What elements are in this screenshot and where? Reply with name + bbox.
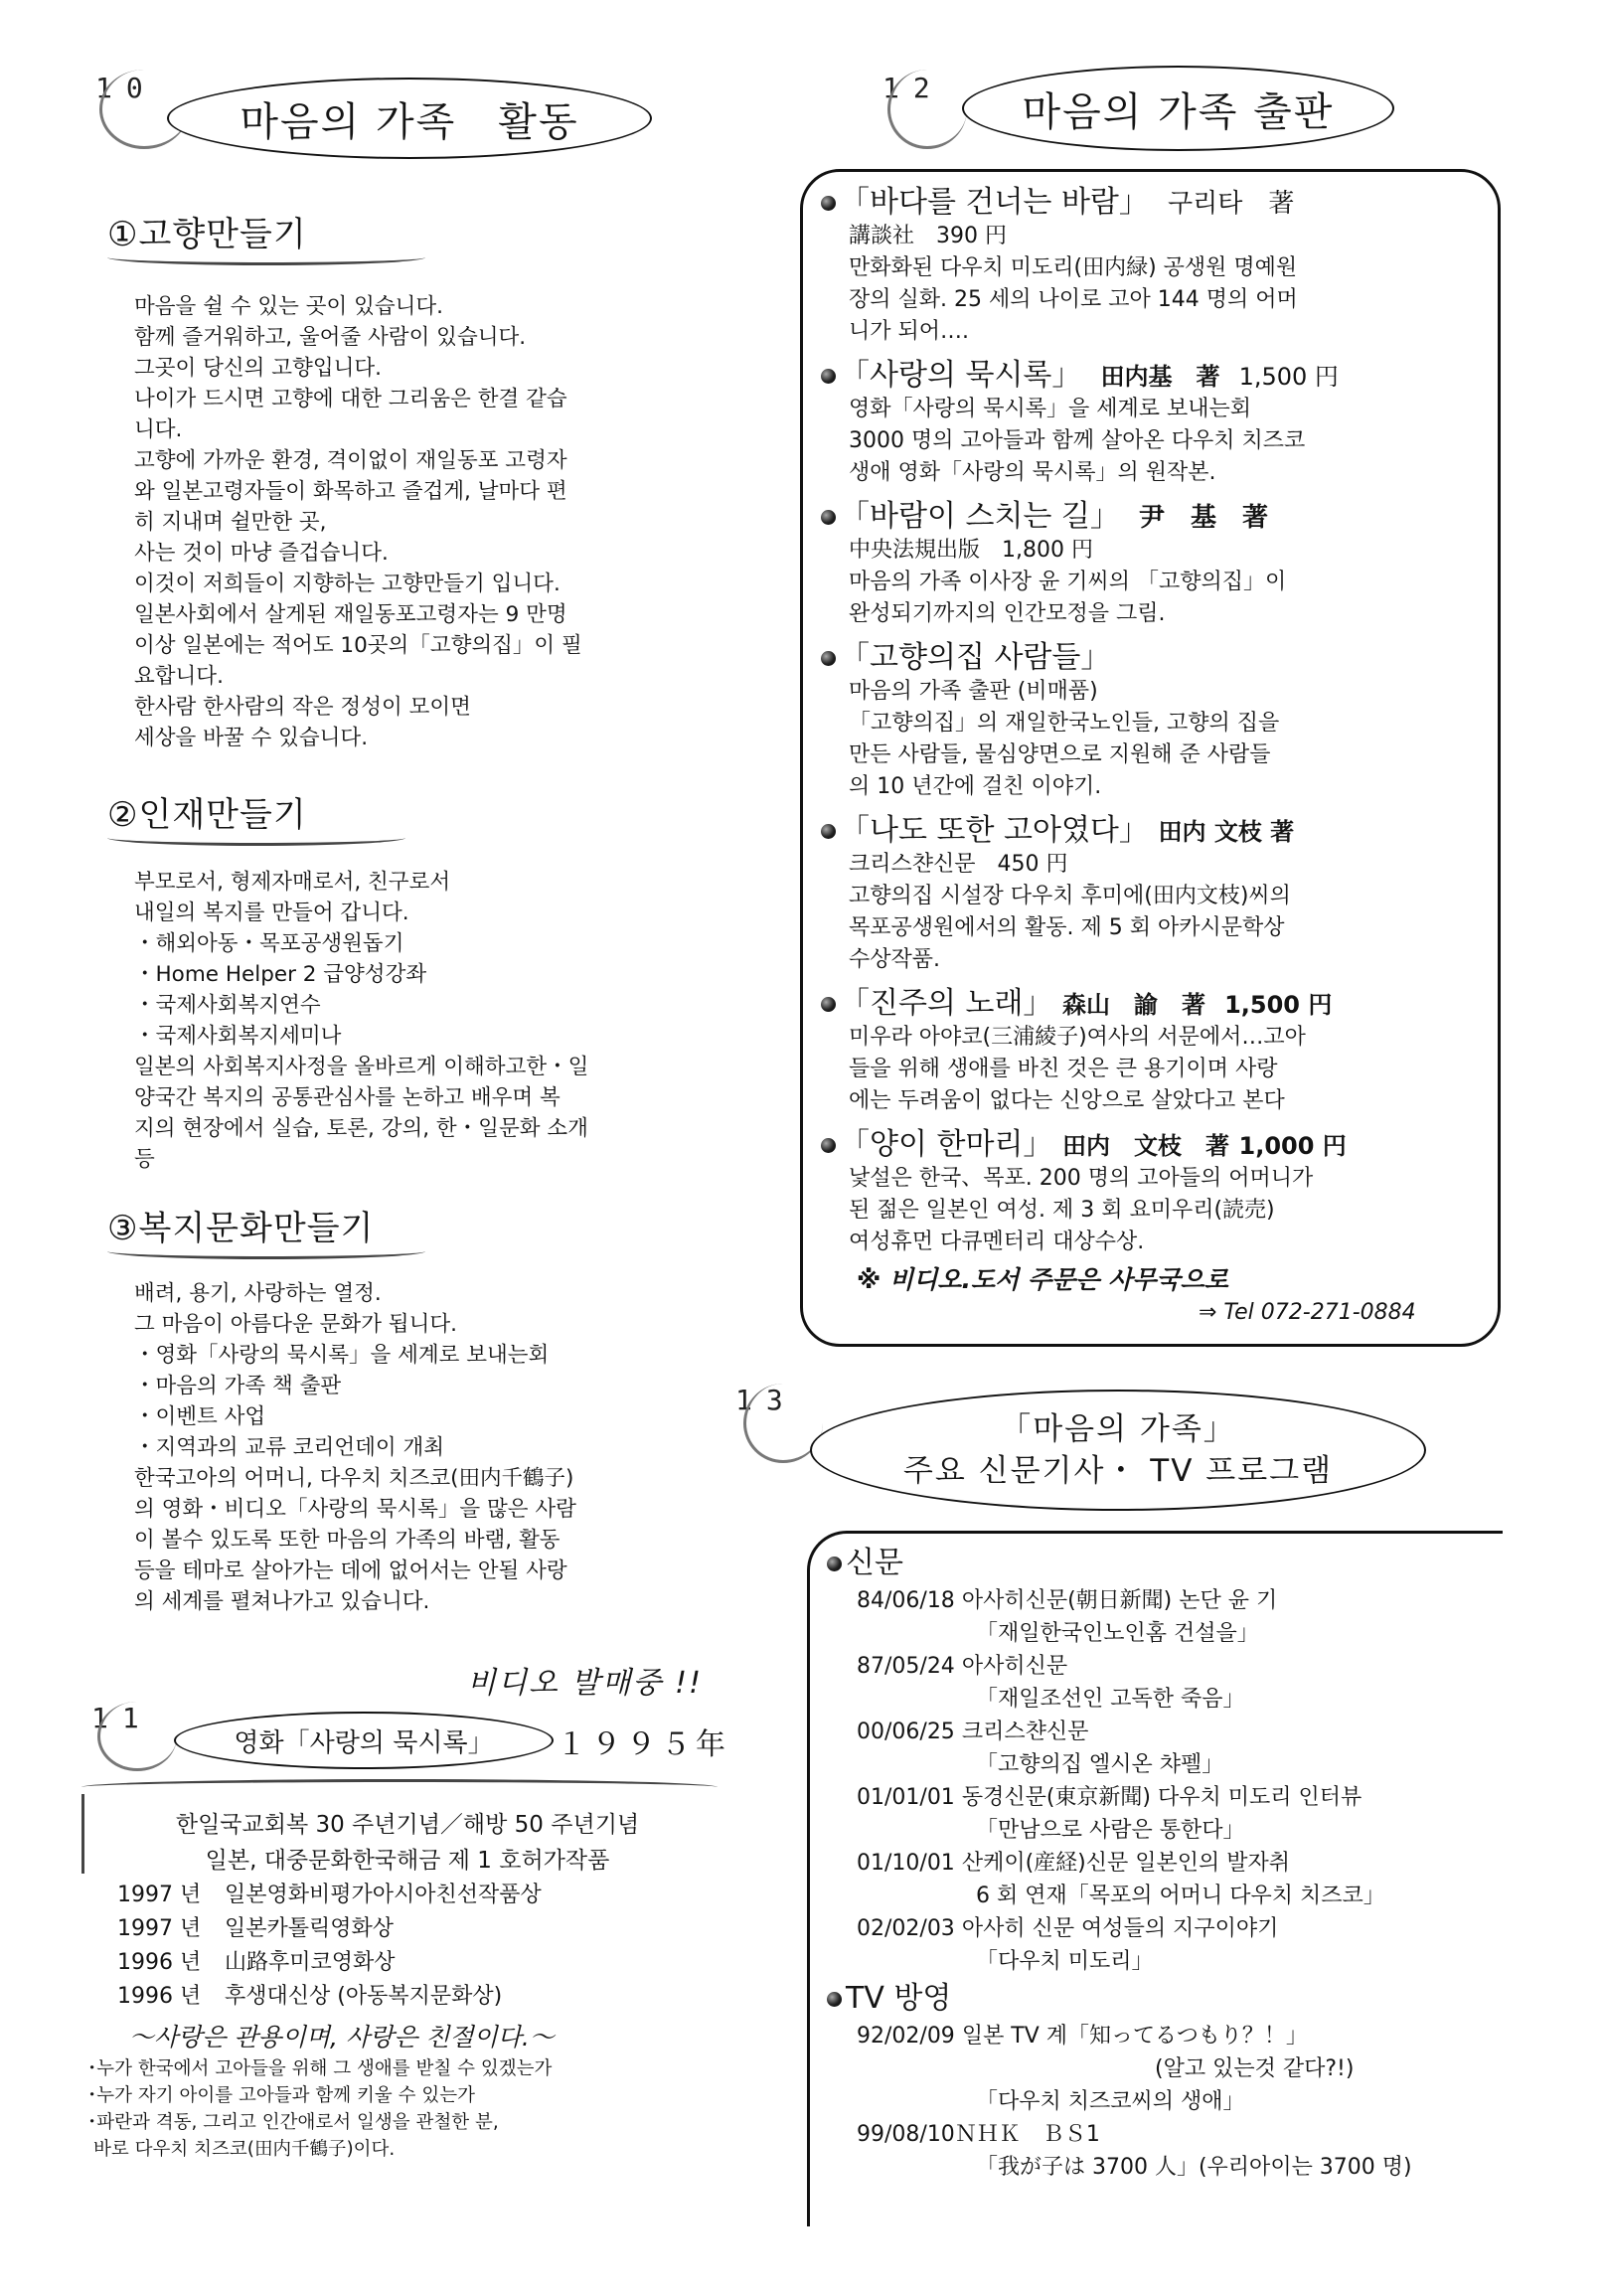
text-line: 일본사회에서 살게된 재일동포고령자는 9 만명	[134, 602, 567, 627]
page-13-title-oval	[810, 1390, 1426, 1511]
page-13-title-line2: 주요 신문기사・ TV 프로그램	[902, 1453, 1334, 1489]
book-title: 「사랑의 묵시록」	[840, 358, 1082, 393]
text-line: ・Home Helper 2 급양성강좌	[134, 962, 427, 987]
text-line: 이 볼수 있도록 또한 마음의 가족의 바램, 활동	[134, 1528, 561, 1553]
book-item	[821, 632, 1487, 803]
bullet-icon	[827, 1557, 842, 1571]
text-line: ･파란과 격동, 그리고 인간애로서 일생을 관철한 분,	[87, 2112, 499, 2133]
text-line: 한사람 한사람의 작은 정성이 모이면	[134, 695, 471, 720]
book-title: 「바람이 스치는 길」	[840, 499, 1120, 534]
book-item	[821, 805, 1487, 976]
book-item	[821, 491, 1487, 630]
text-line: ･누가 한국에서 고아들을 위해 그 생애를 받칠 수 있겠는가	[87, 2058, 553, 2079]
news-date: 00/06/25	[857, 1720, 955, 1744]
page-number-11: 11	[91, 1702, 153, 1734]
text-line: 니가 되어….	[849, 319, 969, 344]
book-item	[821, 350, 1487, 489]
award-row: 1997 년 일본카톨릭영화상	[117, 1916, 395, 1941]
text-line: 고향의집 시설장 다우치 후미에(田内文枝)씨의	[849, 884, 1291, 908]
text-line: 사는 것이 마냥 즐겁습니다.	[134, 541, 389, 566]
text-line: 와 일본고령자들이 화목하고 즐겁게, 날마다 편	[134, 479, 567, 504]
text-line: ・이벤트 사업	[134, 1404, 266, 1429]
text-line: 이상 일본에는 적어도 10곳의「고향의집」이 필	[134, 633, 582, 658]
text-line: 여성휴먼 다큐멘터리 대상수상.	[849, 1230, 1145, 1254]
text-line: 만화화된 다우치 미도리(田内緑) 공생원 명예원	[849, 255, 1298, 280]
text-line: 그곳이 당신의 고향입니다.	[134, 356, 382, 381]
text-line: 목포공생원에서의 활동. 제 5 회 아카시문학상	[849, 915, 1285, 940]
award-row: 1996 년 山路후미코영화상	[117, 1950, 396, 1975]
text-line: 크리스챤신문 450 円	[849, 852, 1068, 877]
text-line: ・영화「사랑의 묵시록」을 세계로 보내는회	[134, 1343, 550, 1368]
order-note: ※ 비디오.도서 주문은 사무국으로	[857, 1265, 1228, 1294]
news-text: 산케이(産経)신문 일본인의 발자취	[961, 1851, 1290, 1876]
text-line: ・마음의 가족 책 출판	[134, 1374, 342, 1398]
text-line: 마음의 가족 이사장 윤 기씨의 「고향의집」이	[849, 570, 1287, 594]
page-number-10: 10	[95, 72, 157, 104]
tv-item	[827, 2118, 1503, 2184]
text-line: 「고향의집」의 재일한국노인들, 고향의 집을	[849, 711, 1280, 736]
video-on-sale-note: 비디오 발매중 !!	[467, 1666, 704, 1701]
news-text: 크리스챤신문	[961, 1720, 1089, 1744]
text-line: 일본의 사회복지사정을 올바르게 이해하고한・일	[134, 1055, 589, 1079]
text-line: ･누가 자기 아이를 고아들과 함께 키울 수 있는가	[87, 2085, 475, 2106]
book-price: 1,500 円	[1238, 363, 1339, 391]
book-author: 森山 諭 著	[1061, 991, 1205, 1019]
page-number-13: 13	[735, 1384, 797, 1416]
bullet-icon	[821, 510, 836, 525]
text-line: ・국제사회복지연수	[134, 993, 321, 1018]
phone-number[interactable]: ⇒ Tel 072-271-0884	[1199, 1300, 1416, 1325]
text-line: 영화「사랑의 묵시록」을 세계로 보내는회	[849, 397, 1252, 421]
news-sub: 「재일조선인 고독한 죽음」	[976, 1687, 1245, 1712]
text-line: 나이가 드시면 고향에 대한 그리움은 한결 같습	[134, 387, 567, 411]
book-title: 「진주의 노래」	[840, 986, 1053, 1021]
news-list	[827, 1543, 1503, 2184]
text-line: 등을 테마로 살아가는 데에 없어서는 안될 사랑	[134, 1558, 567, 1583]
text-line: 부모로서, 형제자매로서, 친구로서	[134, 870, 451, 895]
book-title: 「바다를 건너는 바람」	[840, 185, 1149, 220]
tv-heading: TV 방영	[846, 1981, 952, 2016]
news-sub: 「재일한국인노인홈 건설을」	[976, 1621, 1259, 1646]
book-author: 尹 基 著	[1139, 503, 1269, 533]
tv-sub: 「다우치 치즈코씨의 생애」	[976, 2089, 1245, 2114]
text-line: 낯설은 한국、목포. 200 명의 고아들의 어머니가	[849, 1166, 1314, 1191]
text-line: ・지역과의 교류 코리언데이 개최	[134, 1435, 445, 1460]
section-1-header	[107, 207, 425, 265]
newspaper-heading: 신문	[846, 1546, 903, 1580]
news-date: 02/02/03	[857, 1916, 955, 1941]
section-3-title: ③복지문화만들기	[107, 1209, 375, 1248]
award-row: 1997 년 일본영화비평가아시아친선작품상	[117, 1883, 542, 1907]
book-item	[821, 978, 1487, 1117]
text-line: 마음을 쉴 수 있는 곳이 있습니다.	[134, 294, 444, 319]
news-item	[827, 1847, 1503, 1912]
section-2-header	[107, 787, 405, 846]
book-title: 「양이 한마리」	[840, 1127, 1053, 1162]
book-author: 田内 文枝 著	[1061, 1132, 1229, 1160]
news-date: 01/01/01	[857, 1785, 955, 1810]
text-line: 등	[134, 1147, 155, 1172]
book-author: 田内 文枝 著	[1158, 818, 1295, 846]
section-2-body	[134, 867, 691, 1175]
book-author: 구리타 著	[1168, 189, 1295, 219]
movie-info-lines	[109, 1807, 706, 1879]
page-12-title: 마음의 가족 출판	[1022, 88, 1335, 135]
news-text: 아사히신문	[961, 1654, 1068, 1679]
bullet-icon	[827, 1992, 842, 2007]
crescent-decoration	[97, 1702, 177, 1771]
page-11-title-oval	[174, 1712, 554, 1769]
book-price: 1,000 円	[1238, 1132, 1347, 1160]
news-date: 84/06/18	[857, 1588, 955, 1613]
text-line: ・국제사회복지세미나	[134, 1024, 342, 1049]
section-swoosh	[81, 1779, 718, 1795]
text-line: 고향에 가까운 환경, 격이없이 재일동포 고령자	[134, 448, 567, 473]
section-2-title: ②인재만들기	[107, 795, 307, 835]
bullet-icon	[821, 369, 836, 384]
text-line: 3000 명의 고아들과 함께 살아온 다우치 치즈코	[849, 428, 1306, 453]
news-sub: 「만남으로 사람은 통한다」	[976, 1818, 1245, 1843]
page-11-year: １９９５年	[557, 1727, 730, 1762]
text-line: 講談社 390 円	[849, 224, 1007, 248]
bullet-icon	[821, 997, 836, 1012]
text-line: 니다.	[134, 417, 183, 442]
page-10-title: 마음의 가족 활동	[240, 98, 579, 145]
text-line: 생애 영화「사랑의 묵시록」의 원작본.	[849, 460, 1216, 485]
bullet-icon	[821, 1138, 836, 1153]
section-1-body	[134, 291, 691, 753]
text-line: 세상을 바꿀 수 있습니다.	[134, 726, 369, 750]
page-number-12: 12	[882, 72, 944, 104]
text-line: 이것이 저희들이 지향하는 고향만들기 입니다.	[134, 572, 561, 596]
text-line: ・해외아동・목포공생원돕기	[134, 931, 404, 956]
text-line: 만든 사람들, 물심양면으로 지원해 준 사람들	[849, 742, 1271, 767]
page-10-title-oval	[167, 78, 652, 159]
text-line: 함께 즐거워하고, 울어줄 사람이 있습니다.	[134, 325, 527, 350]
movie-notes	[87, 2055, 723, 2163]
text-line: 의 10 년간에 걸친 이야기.	[849, 774, 1102, 799]
award-row: 1996 년 후생대신상 (아동복지문화상)	[117, 1984, 503, 2009]
text-line: 배려, 용기, 사랑하는 열정.	[134, 1281, 382, 1306]
page-13-title-line1: 「마음의 가족」	[1000, 1411, 1236, 1447]
awards-list	[117, 1879, 714, 2014]
page-11-title: 영화「사랑의 묵시록」	[234, 1727, 494, 1758]
tv-text: ＮＨＫ ＢＳ1	[954, 2122, 1100, 2147]
text-line: 장의 실화. 25 세의 나이로 고아 144 명의 어머	[849, 287, 1298, 312]
tv-text: 일본 TV 계「知ってるつもり？！」	[961, 2024, 1308, 2049]
news-item	[827, 1781, 1503, 1847]
text-line: 마음의 가족 출판 (비매품)	[849, 679, 1098, 704]
text-line: 미우라 아야코(三浦綾子)여사의 서문에서…고아	[849, 1025, 1306, 1050]
section-3-body	[134, 1278, 691, 1617]
section-3-header	[107, 1201, 425, 1259]
text-line: 된 젊은 일본인 여성. 제 3 회 요미우리(読売)	[849, 1198, 1275, 1223]
tv-date: 92/02/09	[857, 2024, 955, 2049]
text-line: 바로 다우치 치즈코(田内千鶴子)이다.	[93, 2139, 396, 2160]
text-line: 지의 현장에서 실습, 토론, 강의, 한・일문화 소개	[134, 1116, 588, 1141]
text-line: 한국고아의 어머니, 다우치 치즈코(田内千鶴子)	[134, 1466, 574, 1491]
news-sub: 6 회 연재「목포의 어머니 다우치 치즈코」	[976, 1884, 1385, 1908]
book-item	[821, 1119, 1487, 1258]
news-item	[827, 1716, 1503, 1781]
text-line: 의 영화・비디오「사랑의 묵시록」을 많은 사람	[134, 1497, 576, 1522]
book-title: 「나도 또한 고아였다」	[840, 813, 1149, 848]
bullet-icon	[821, 196, 836, 211]
text-line: 수상작품.	[849, 947, 941, 972]
text-line: 양국간 복지의 공통관심사를 논하고 배우며 복	[134, 1085, 561, 1110]
bullet-icon	[821, 651, 836, 666]
news-text: 아사히신문(朝日新聞) 논단 윤 기	[961, 1588, 1278, 1613]
tv-sub: 「我が子は 3700 人」(우리아이는 3700 명)	[976, 2155, 1412, 2180]
text-line: 내일의 복지를 만들어 갑니다.	[134, 901, 409, 925]
news-sub: 「고향의집 엘시온 챠펠」	[976, 1752, 1224, 1777]
crescent-decoration	[887, 70, 967, 149]
news-sub: 「다우치 미도리」	[976, 1949, 1154, 1974]
news-text: 동경신문(東京新聞) 다우치 미도리 인터뷰	[961, 1785, 1363, 1810]
tv-sub: (알고 있는것 같다?!)	[1155, 2056, 1355, 2081]
text-line: 히 지내며 쉴만한 곳,	[134, 510, 327, 535]
news-item	[827, 1584, 1503, 1650]
page-12-title-oval	[962, 66, 1394, 151]
text-line: 완성되기까지의 인간모정을 그림.	[849, 601, 1166, 626]
text-line: 에는 두려움이 없다는 신앙으로 살았다고 본다	[849, 1088, 1285, 1113]
text-line: 요합니다.	[134, 664, 224, 689]
text-line: 일본, 대중문화한국해금 제 1 호허가작품	[205, 1848, 610, 1874]
books-list	[821, 177, 1487, 1328]
book-title: 「고향의집 사람들」	[840, 640, 1111, 675]
bullet-icon	[821, 824, 836, 839]
news-text: 아사히 신문 여성들의 지구이야기	[961, 1916, 1279, 1941]
book-author: 田内基 著	[1100, 363, 1220, 391]
love-quote: 〜사랑은 관용이며, 사랑은 친절이다.〜	[129, 2023, 555, 2051]
text-line: 의 세계를 펼쳐나가고 있습니다.	[134, 1589, 430, 1614]
section-1-title: ①고향만들기	[107, 215, 307, 254]
news-item	[827, 1650, 1503, 1716]
book-price: 1,500 円	[1224, 991, 1333, 1019]
tv-item	[827, 2020, 1503, 2118]
divider-line	[81, 1794, 84, 1874]
text-line: 그 마음이 아름다운 문화가 됩니다.	[134, 1312, 457, 1337]
news-date: 01/10/01	[857, 1851, 955, 1876]
text-line: 한일국교회복 30 주년기념／해방 50 주년기념	[175, 1812, 640, 1838]
news-item	[827, 1912, 1503, 1978]
text-line: 中央法規出版 1,800 円	[849, 538, 1093, 563]
tv-date: 99/08/10	[857, 2122, 955, 2147]
text-line: 들을 위해 생애를 바친 것은 큰 용기이며 사랑	[849, 1057, 1278, 1081]
news-date: 87/05/24	[857, 1654, 955, 1679]
book-item	[821, 177, 1487, 348]
